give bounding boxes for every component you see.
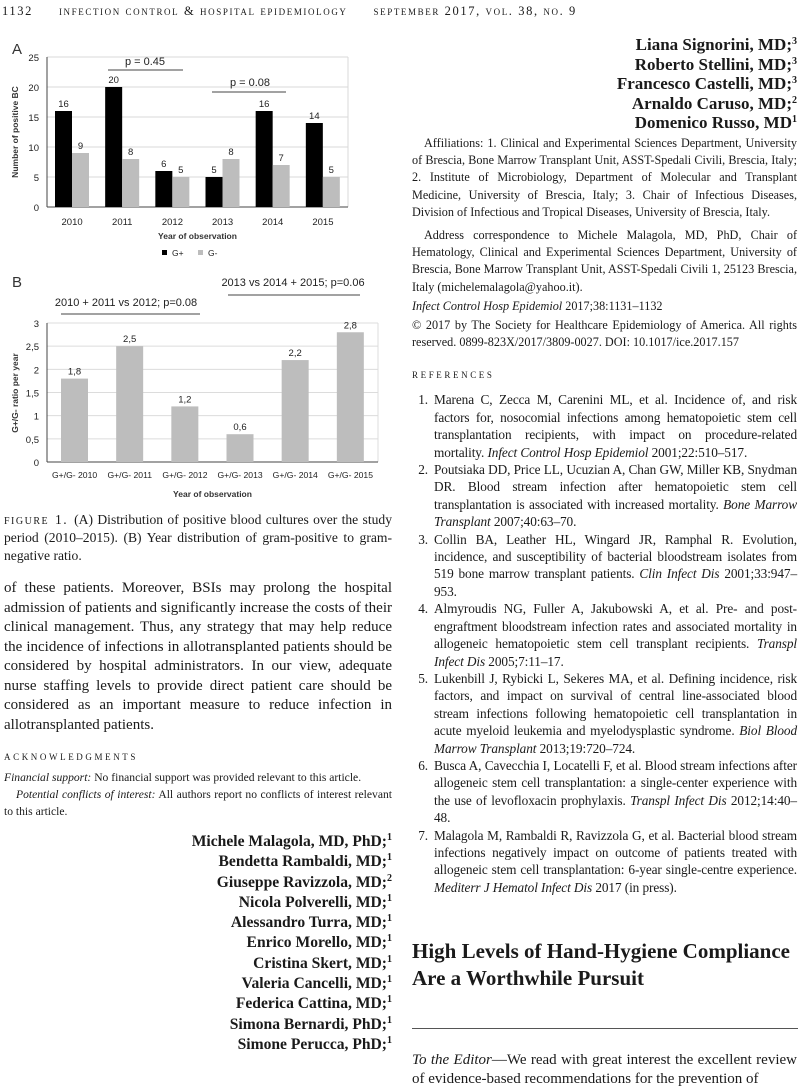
affiliation-number: 3 (792, 75, 797, 87)
bar-gram-positive (55, 111, 72, 207)
bar-ratio (116, 346, 143, 462)
affiliation-number: 1 (387, 852, 392, 864)
affiliation-number: 1 (387, 913, 392, 925)
reference-number: 5. (418, 670, 428, 686)
legend-swatch (198, 250, 203, 255)
lead-text: —We read with great interest the excellent review of evidence-based recommendations for the prevention of (412, 1052, 797, 1088)
data-label: 20 (108, 75, 119, 86)
figure-1 (0, 0, 400, 505)
data-label: 5 (328, 165, 334, 176)
bar-gram-negative (172, 177, 189, 207)
x-tick-label: G+/G- 2015 (327, 470, 373, 480)
author-name: Liana Signorini, MD;$^3$ (635, 35, 797, 54)
x-tick-label: 2015 (312, 217, 334, 228)
y-tick-label: 20 (28, 83, 39, 94)
author-name: Arnaldo Caruso, MD;$^2$ (631, 93, 797, 113)
next-article-title: High Levels of Hand-Hygiene Compliance Are a Worthwhile Pursuit (412, 939, 790, 991)
right-column (412, 35, 797, 1089)
x-tick-label: 2010 (61, 217, 83, 228)
y-tick-label: 0,5 (25, 434, 39, 446)
affiliation-number: 1 (387, 953, 392, 965)
y-tick-label: 0 (33, 458, 39, 469)
y-tick-label: 1,5 (25, 388, 39, 400)
x-tick-label: 2012 (161, 217, 183, 228)
x-axis-title: Year of observation (158, 231, 237, 241)
data-label: 2,2 (288, 348, 302, 360)
affiliation-number: 1 (387, 933, 392, 945)
divider (412, 1028, 798, 1029)
affiliations: Affiliations: 1. Clinical and Experimental Sciences Department, University of Brescia, Bone Marrow Transplant Unit, ASST-Spedali Civili, Brescia, Italy; 2. Institute of Microbiology, Department of Molecular and Transplant Medicine, University of Brescia, Italy; 3. Chair of Infectious Diseases, Division of Infectious and Tropical Diseases, University of Brescia, Italy. (412, 135, 797, 219)
author-list-right (412, 35, 797, 133)
bar-gram-negative (273, 165, 290, 207)
data-label: 1,2 (178, 394, 192, 406)
reference-item: 7. Malagola M, Rambaldi R, Ravizzola G, et al. Bacterial blood stream infections negatively impact on outcome of patients treated with allogeneic stem cell transplantation: 6-year single-centre experience. Mediterr J Hematol Infect Dis 2017 (in press). (412, 827, 797, 897)
author-name: Michele Malagola, MD, PhD;$^1$ (191, 832, 392, 850)
figure-caption (4, 511, 392, 565)
x-tick-label: G+/G- 2010 (52, 470, 98, 480)
journal-name: infection control & hospital epidemiology (58, 4, 348, 18)
bar-gram-positive (155, 171, 172, 207)
financial-text: No financial support was provided relevant to this article. (94, 771, 362, 784)
acknowledgments (4, 747, 392, 820)
bar-ratio (61, 379, 88, 462)
reference-number: 6. (418, 757, 428, 773)
author-name: Alessandro Turra, MD;$^1$ (230, 913, 392, 932)
affiliation-number: 2 (792, 94, 797, 106)
chart-a (10, 41, 348, 258)
y-tick-label: 0 (33, 203, 39, 214)
affiliation-number: 1 (387, 974, 392, 986)
citation-details: 2017;38:1131–1132 (562, 298, 663, 313)
correspondence-address: Address correspondence to Michele Malagola, MD, PhD, Chair of Hematology, Clinical and Experimental Sciences Department, University of Brescia, Bone Marrow Transplant Unit, ASST-Spedali Civili 1, 25123 Brescia, Italy (michelemalagola@yahoo.it). (412, 227, 797, 294)
financial-label: Financial support: (4, 771, 92, 784)
references-heading: references (412, 366, 495, 382)
affiliation-number: 1 (387, 1034, 392, 1046)
author-name: Valeria Cancelli, MD;$^1$ (241, 974, 392, 993)
y-tick-label: 15 (28, 113, 39, 124)
references-list (412, 391, 797, 896)
author-name: Domenico Russo, $MD^1$ (634, 113, 797, 133)
x-tick-label: 2013 (212, 217, 234, 228)
reference-item: 3. Collin BA, Leather HL, Wingard JR, Ramphal R. Evolution, incidence, and susceptibility of bacterial bloodstream isolates from 519 bone marrow transplant patients. Clin Infect Dis 2001;33:947–953. (412, 531, 797, 601)
left-column (4, 511, 392, 1055)
data-label: 16 (258, 99, 270, 110)
author-name: Simona Bernardi, PhD;$^1$ (229, 1014, 392, 1033)
ack-heading: acknowledgments (4, 748, 138, 763)
data-label: 0,6 (233, 422, 247, 434)
annotation: 2013 vs 2014 + 2015; p=0.06 (221, 277, 365, 289)
data-label: 16 (58, 99, 69, 110)
x-tick-label: 2014 (262, 217, 284, 228)
bar-gram-positive (306, 123, 323, 207)
x-axis-title: Year of observation (173, 489, 252, 499)
data-label: 5 (211, 165, 217, 176)
y-tick-label: 3 (33, 319, 39, 330)
panel-label: A (12, 41, 23, 58)
y-tick-label: 2 (33, 365, 39, 377)
lead-label: To the Editor (412, 1052, 492, 1069)
affiliation-number: 1 (387, 1014, 392, 1026)
x-tick-label: G+/G- 2014 (272, 470, 318, 480)
data-label: 9 (77, 141, 84, 152)
data-label: 6 (161, 159, 167, 170)
bar-ratio (171, 406, 198, 462)
author-name: Cristina Skert, MD;$^1$ (253, 953, 392, 972)
affiliation-number: 2 (387, 872, 392, 884)
bar-gram-negative (122, 159, 139, 207)
y-tick-label: 25 (28, 53, 39, 64)
bar-gram-negative (72, 153, 89, 207)
citation (412, 298, 797, 315)
reference-number: 7. (418, 827, 428, 843)
reference-item: 1. Marena C, Zecca M, Carenini ML, et al. Incidence of, and risk factors for, nosocomial infections among hematopoietic stem cell transplantation recipients, with impact on procedure-related mortality. Infect Control Hosp Epidemiol 2001;22:510–517. (412, 391, 797, 461)
author-list-left (4, 832, 392, 1055)
author-name: Enrico Morello, MD;$^1$ (246, 933, 392, 952)
reference-number: 1. (418, 392, 428, 408)
author-name: Francesco Castelli, MD;$^3$ (616, 74, 797, 94)
copyright: © 2017 by The Society for Healthcare Epidemiology of America. All rights reserved. 0899-823X/2017/3809-0027. DOI: 10.1017/ice.2017.157 (412, 318, 797, 350)
caption-label: figure 1. (4, 512, 69, 527)
annotation: 2010 + 2011 vs 2012; p=0.08 (54, 297, 198, 309)
affiliation-number: 1 (387, 832, 392, 843)
data-label: 2,5 (123, 334, 137, 346)
data-label: 8 (228, 147, 234, 158)
bar-ratio (282, 360, 309, 462)
author-name: Simone Perucca, PhD;$^1$ (237, 1034, 392, 1053)
author-name: Federica Cattina, MD;$^1$ (235, 994, 392, 1013)
bar-gram-negative (323, 177, 340, 207)
body-text: of these patients. Moreover, BSIs may prolong the hospital admission of patients and significantly increase the costs of their clinical management. Thus, any strategy that may help reduce the incidence of infections in allotransplanted patients should be considered by hospital administrators. In our view, adequate nurse staffing levels to provide direct patient care should be considered as an important measure to reduce infection in allotransplanted patients. (4, 580, 392, 733)
y-axis-title: G+/G- ratio per year (10, 353, 20, 433)
reference-number: 2. (418, 462, 428, 478)
author-name: Nicola Polverelli, MD;$^1$ (238, 892, 392, 911)
y-tick-label: 10 (28, 143, 39, 154)
annotation: p = 0.45 (124, 56, 166, 68)
reference-number: 3. (418, 531, 428, 547)
conflicts-text: All authors report no conflicts of interest relevant to this article. (4, 788, 392, 818)
bar-ratio (227, 434, 254, 462)
data-label: 7 (278, 153, 284, 164)
legend-label: G- (208, 248, 218, 258)
reference-item: 5. Lukenbill J, Rybicki L, Sekeres MA, et al. Defining incidence, risk factors, and impact on survival of central line-associated blood stream infections following hematopoietic cell transplantation in acute myeloid leukemia and myelodysplastic syndrome. Biol Blood Marrow Transplant 2013;19:720–724. (412, 670, 797, 757)
x-tick-label: 2011 (112, 217, 133, 228)
annotation: p = 0.08 (229, 77, 271, 89)
chart-b (10, 274, 378, 499)
bar-ratio (337, 332, 364, 462)
affiliation-number: 1 (387, 994, 392, 1006)
author-name: Giuseppe Ravizzola, MD;$^2$ (216, 872, 392, 891)
data-label: 1,8 (67, 366, 82, 378)
citation-journal: Infect Control Hosp Epidemiol (412, 298, 563, 313)
x-tick-label: G+/G- 2013 (217, 470, 263, 480)
affiliation-number: 1 (387, 892, 392, 904)
reference-item: 4. Almyroudis NG, Fuller A, Jakubowski A, et al. Pre- and post-engraftment bloodstream infection rates and associated mortality in allogeneic hematopoietic stem cell transplant recipients. Transpl Infect Dis 2005;7:11–17. (412, 600, 797, 670)
y-axis-title: Number of positive BC (10, 86, 20, 178)
page-number: 1132 (2, 4, 33, 18)
caption-text: (A) Distribution of positive blood cultures over the study period (2010–2015). (B) Year distribution of gram-positive to gram-negative ratio. (4, 512, 392, 563)
y-tick-label: 2,5 (25, 342, 39, 354)
affiliation-number: 3 (792, 36, 797, 47)
conflicts-label: Potential conflicts of interest: (16, 788, 156, 801)
data-label: 8 (128, 147, 134, 158)
y-tick-label: 1 (33, 411, 39, 423)
reference-item: 2. Poutsiaka DD, Price LL, Ucuzian A, Chan GW, Miller KB, Snydman DR. Blood stream infection after hematopoietic stem cell transplantation is associated with increased mortality. Bone Marrow Transplant 2007;40:63–70. (412, 461, 797, 531)
author-name: Roberto Stellini, MD;$^3$ (634, 54, 797, 74)
bar-gram-positive (105, 87, 122, 207)
bar-gram-negative (223, 159, 240, 207)
data-label: 14 (309, 111, 320, 122)
author-name: Bendetta Rambaldi, MD;$^1$ (218, 852, 392, 871)
x-tick-label: G+/G- 2011 (107, 470, 153, 480)
data-label: 5 (178, 165, 184, 176)
x-tick-label: G+/G- 2012 (162, 470, 208, 480)
data-label: 2,8 (343, 320, 357, 332)
next-article-lead (412, 1051, 797, 1089)
legend-swatch (162, 250, 167, 255)
affiliation-number: 3 (792, 55, 797, 67)
affiliation-number: 1 (792, 114, 797, 126)
reference-item: 6. Busca A, Cavecchia I, Locatelli F, et al. Blood stream infections after allogeneic stem cell transplantation: a single-center experience with the use of levofloxacin prophylaxis. Transpl Infect Dis 2012;14:40–48. (412, 757, 797, 827)
panel-label: B (12, 274, 23, 291)
y-tick-label: 5 (33, 173, 39, 184)
reference-number: 4. (418, 601, 428, 617)
affiliations-block (412, 135, 797, 351)
issue-info: september 2017, vol. 38, no. 9 (373, 4, 577, 18)
bar-gram-positive (206, 177, 223, 207)
bar-gram-positive (256, 111, 273, 207)
legend-label: G+ (172, 248, 184, 258)
